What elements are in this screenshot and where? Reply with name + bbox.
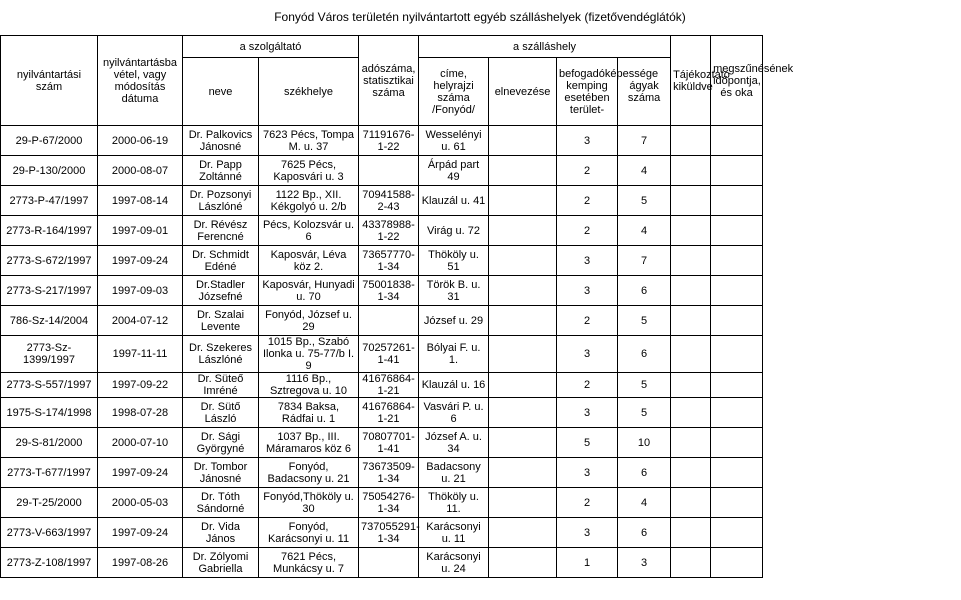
cell-tajekoztato (671, 126, 711, 156)
cell-neve: Dr. Szekeres Lászlóné (183, 336, 259, 373)
cell-agyak: 5 (618, 186, 671, 216)
cell-szekhelye: Fonyód,Thököly u. 30 (259, 488, 359, 518)
cell-adoszam: 75001838-1-34 (359, 276, 419, 306)
cell-szekhelye: 1037 Bp., III. Máramaros köz 6 (259, 428, 359, 458)
table-row (1, 398, 961, 428)
cell-agyak: 7 (618, 246, 671, 276)
cell-elnevezese (489, 373, 557, 398)
cell-nyilvantartasi-szam: 2773-T-677/1997 (1, 458, 98, 488)
cell-cime: Karácsonyi u. 11 (419, 518, 489, 548)
cell-neve: Dr. Tóth Sándorné (183, 488, 259, 518)
cell-tajekoztato (671, 488, 711, 518)
cell-szekhelye: Kaposvár, Hunyadi u. 70 (259, 276, 359, 306)
cell-nyilvantartasi-szam: 2773-S-557/1997 (1, 373, 98, 398)
cell-megszunes (711, 186, 763, 216)
cell-cime: Badacsony u. 21 (419, 458, 489, 488)
cell-nyilvantartasi-szam: 2773-P-47/1997 (1, 186, 98, 216)
cell-agyak: 6 (618, 518, 671, 548)
cell-nyilvantartasi-szam: 29-P-130/2000 (1, 156, 98, 186)
header-szallashely: a szálláshely (419, 36, 671, 58)
cell-elnevezese (489, 336, 557, 373)
cell-elnevezese (489, 216, 557, 246)
cell-szekhelye: 7625 Pécs, Kaposvári u. 3 (259, 156, 359, 186)
cell-elnevezese (489, 276, 557, 306)
cell-adoszam (359, 306, 419, 336)
cell-neve: Dr. Sütő László (183, 398, 259, 428)
cell-cime: Vasvári P. u. 6 (419, 398, 489, 428)
cell-tajekoztato (671, 458, 711, 488)
cell-kemping: 2 (557, 373, 618, 398)
cell-datum: 1997-09-24 (98, 246, 183, 276)
cell-elnevezese (489, 548, 557, 578)
cell-szekhelye: 7834 Baksa, Rádfai u. 1 (259, 398, 359, 428)
cell-adoszam: 75054276-1-34 (359, 488, 419, 518)
header-megszunes: megszűnésének időpontja, és oka (711, 36, 763, 126)
cell-agyak: 4 (618, 216, 671, 246)
table-row (1, 458, 961, 488)
cell-datum: 1997-09-03 (98, 276, 183, 306)
cell-szekhelye: Fonyód, Karácsonyi u. 11 (259, 518, 359, 548)
cell-megszunes (711, 276, 763, 306)
cell-adoszam: 41676864-1-21 (359, 398, 419, 428)
cell-megszunes (711, 398, 763, 428)
cell-neve: Dr. Szalai Levente (183, 306, 259, 336)
cell-nyilvantartasi-szam: 2773-R-164/1997 (1, 216, 98, 246)
cell-datum: 2000-05-03 (98, 488, 183, 518)
cell-tajekoztato (671, 548, 711, 578)
cell-elnevezese (489, 398, 557, 428)
cell-adoszam: 73657770-1-34 (359, 246, 419, 276)
cell-datum: 2000-06-19 (98, 126, 183, 156)
cell-neve: Dr. Vida János (183, 518, 259, 548)
table-row (1, 548, 961, 578)
cell-adoszam: 70807701-1-41 (359, 428, 419, 458)
cell-szekhelye: 1116 Bp., Sztregova u. 10 (259, 373, 359, 398)
table-row (1, 373, 961, 398)
cell-szekhelye: Fonyód, József u. 29 (259, 306, 359, 336)
cell-megszunes (711, 306, 763, 336)
cell-cime: Árpád part 49 (419, 156, 489, 186)
cell-cime: József A. u. 34 (419, 428, 489, 458)
cell-elnevezese (489, 518, 557, 548)
cell-cime: Thököly u. 51 (419, 246, 489, 276)
cell-nyilvantartasi-szam: 2773-Z-108/1997 (1, 548, 98, 578)
cell-elnevezese (489, 246, 557, 276)
cell-tajekoztato (671, 276, 711, 306)
cell-tajekoztato (671, 216, 711, 246)
cell-neve: Dr. Palkovics Jánosné (183, 126, 259, 156)
header-szekhelye: székhelye (259, 58, 359, 126)
document-title: Fonyód Város területén nyilvántartott egyéb szálláshelyek (fizetővendéglátók) (274, 10, 686, 24)
cell-kemping: 3 (557, 126, 618, 156)
cell-nyilvantartasi-szam: 29-T-25/2000 (1, 488, 98, 518)
header-datum: nyilvántartásba vétel, vagy módosítás dátuma (98, 36, 183, 126)
cell-cime: Virág u. 72 (419, 216, 489, 246)
cell-agyak: 4 (618, 488, 671, 518)
cell-neve: Dr. Révész Ferencné (183, 216, 259, 246)
table-row (1, 186, 961, 216)
table-row (1, 518, 961, 548)
cell-elnevezese (489, 156, 557, 186)
cell-datum: 1998-07-28 (98, 398, 183, 428)
cell-datum: 1997-09-22 (98, 373, 183, 398)
cell-megszunes (711, 156, 763, 186)
cell-szekhelye: 7621 Pécs, Munkácsy u. 7 (259, 548, 359, 578)
cell-datum: 2000-07-10 (98, 428, 183, 458)
cell-megszunes (711, 373, 763, 398)
header-nyilvantartasi-szam: nyilvántartási szám (1, 36, 98, 126)
cell-neve: Dr.Stadler Józsefné (183, 276, 259, 306)
cell-neve: Dr. Papp Zoltánné (183, 156, 259, 186)
cell-datum: 1997-09-24 (98, 518, 183, 548)
cell-megszunes (711, 126, 763, 156)
header-agyak: ágyak száma (618, 58, 671, 126)
cell-kemping: 2 (557, 186, 618, 216)
cell-tajekoztato (671, 428, 711, 458)
table-row (1, 488, 961, 518)
cell-tajekoztato (671, 246, 711, 276)
cell-kemping: 3 (557, 336, 618, 373)
header-tajekoztato: Tájékoztató kiküldve (671, 36, 711, 126)
cell-megszunes (711, 336, 763, 373)
cell-tajekoztato (671, 306, 711, 336)
cell-szekhelye: 1015 Bp., Szabó Ilonka u. 75-77/b I. 9 (259, 336, 359, 373)
cell-megszunes (711, 488, 763, 518)
cell-agyak: 3 (618, 548, 671, 578)
table-row (1, 428, 961, 458)
cell-kemping: 2 (557, 216, 618, 246)
cell-megszunes (711, 428, 763, 458)
cell-neve: Dr. Sági Györgyné (183, 428, 259, 458)
table-row (1, 216, 961, 246)
cell-adoszam (359, 156, 419, 186)
cell-cime: Karácsonyi u. 24 (419, 548, 489, 578)
table-row (1, 156, 961, 186)
cell-datum: 1997-09-24 (98, 458, 183, 488)
header-adoszam: adószáma, statisztikai száma (359, 36, 419, 126)
cell-megszunes (711, 458, 763, 488)
cell-cime: Török B. u. 31 (419, 276, 489, 306)
cell-elnevezese (489, 458, 557, 488)
cell-szekhelye: 7623 Pécs, Tompa M. u. 37 (259, 126, 359, 156)
cell-neve: Dr. Pozsonyi Lászlóné (183, 186, 259, 216)
cell-datum: 1997-08-26 (98, 548, 183, 578)
table-row (1, 246, 961, 276)
cell-tajekoztato (671, 336, 711, 373)
cell-megszunes (711, 216, 763, 246)
cell-agyak: 5 (618, 373, 671, 398)
table-row (1, 306, 961, 336)
cell-cime: Bólyai F. u. 1. (419, 336, 489, 373)
cell-datum: 1997-09-01 (98, 216, 183, 246)
cell-elnevezese (489, 186, 557, 216)
header-elnevezese: elnevezése (489, 58, 557, 126)
cell-nyilvantartasi-szam: 2773-V-663/1997 (1, 518, 98, 548)
cell-elnevezese (489, 488, 557, 518)
cell-nyilvantartasi-szam: 786-Sz-14/2004 (1, 306, 98, 336)
cell-elnevezese (489, 126, 557, 156)
header-befogado: befogadóképessége (559, 67, 659, 80)
cell-datum: 2000-08-07 (98, 156, 183, 186)
cell-kemping: 5 (557, 428, 618, 458)
cell-adoszam: 41676864-1-21 (359, 373, 419, 398)
cell-tajekoztato (671, 186, 711, 216)
header-kemping-text: kemping esetében terület- (564, 79, 610, 116)
cell-nyilvantartasi-szam: 29-P-67/2000 (1, 126, 98, 156)
cell-neve: Dr. Tombor Jánosné (183, 458, 259, 488)
cell-agyak: 6 (618, 336, 671, 373)
cell-tajekoztato (671, 373, 711, 398)
cell-adoszam: 737055291-1-34 (359, 518, 419, 548)
cell-agyak: 5 (618, 398, 671, 428)
cell-neve: Dr. Süteő Imréné (183, 373, 259, 398)
cell-agyak: 6 (618, 458, 671, 488)
cell-neve: Dr. Schmidt Edéné (183, 246, 259, 276)
cell-datum: 1997-08-14 (98, 186, 183, 216)
cell-adoszam: 70941588-2-43 (359, 186, 419, 216)
cell-nyilvantartasi-szam: 2773-S-217/1997 (1, 276, 98, 306)
cell-cime: Klauzál u. 16 (419, 373, 489, 398)
cell-kemping: 2 (557, 488, 618, 518)
cell-agyak: 5 (618, 306, 671, 336)
cell-agyak: 7 (618, 126, 671, 156)
cell-tajekoztato (671, 518, 711, 548)
cell-megszunes (711, 548, 763, 578)
cell-agyak: 4 (618, 156, 671, 186)
cell-nyilvantartasi-szam: 29-S-81/2000 (1, 428, 98, 458)
cell-neve: Dr. Zólyomi Gabriella (183, 548, 259, 578)
cell-datum: 1997-11-11 (98, 336, 183, 373)
cell-kemping: 1 (557, 548, 618, 578)
cell-kemping: 3 (557, 246, 618, 276)
cell-megszunes (711, 518, 763, 548)
cell-szekhelye: Kaposvár, Léva köz 2. (259, 246, 359, 276)
cell-elnevezese (489, 306, 557, 336)
header-szolgaltato: a szolgáltató (183, 36, 359, 58)
cell-szekhelye: 1122 Bp., XII. Kékgolyó u. 2/b (259, 186, 359, 216)
cell-cime: Klauzál u. 41 (419, 186, 489, 216)
cell-datum: 2004-07-12 (98, 306, 183, 336)
cell-adoszam: 70257261-1-41 (359, 336, 419, 373)
cell-nyilvantartasi-szam: 2773-S-672/1997 (1, 246, 98, 276)
cell-adoszam: 43378988-1-22 (359, 216, 419, 246)
cell-kemping: 3 (557, 398, 618, 428)
lodging-table (0, 35, 961, 578)
cell-kemping: 2 (557, 306, 618, 336)
cell-cime: Wesselényi u. 61 (419, 126, 489, 156)
header-cime: címe, helyrajzi száma /Fonyód/ (419, 58, 489, 126)
cell-nyilvantartasi-szam: 1975-S-174/1998 (1, 398, 98, 428)
cell-szekhelye: Pécs, Kolozsvár u. 6 (259, 216, 359, 246)
cell-szekhelye: Fonyód, Badacsony u. 21 (259, 458, 359, 488)
cell-tajekoztato (671, 398, 711, 428)
cell-kemping: 3 (557, 458, 618, 488)
cell-cime: Thököly u. 11. (419, 488, 489, 518)
header-neve: neve (183, 58, 259, 126)
table-row (1, 336, 961, 373)
table-row (1, 276, 961, 306)
cell-kemping: 3 (557, 518, 618, 548)
cell-adoszam: 71191676-1-22 (359, 126, 419, 156)
table-row (1, 126, 961, 156)
cell-kemping: 2 (557, 156, 618, 186)
cell-adoszam: 73673509-1-34 (359, 458, 419, 488)
cell-megszunes (711, 246, 763, 276)
cell-nyilvantartasi-szam: 2773-Sz-1399/1997 (1, 336, 98, 373)
cell-agyak: 6 (618, 276, 671, 306)
cell-elnevezese (489, 428, 557, 458)
cell-kemping: 3 (557, 276, 618, 306)
cell-tajekoztato (671, 156, 711, 186)
cell-adoszam (359, 548, 419, 578)
cell-agyak: 10 (618, 428, 671, 458)
cell-cime: József u. 29 (419, 306, 489, 336)
